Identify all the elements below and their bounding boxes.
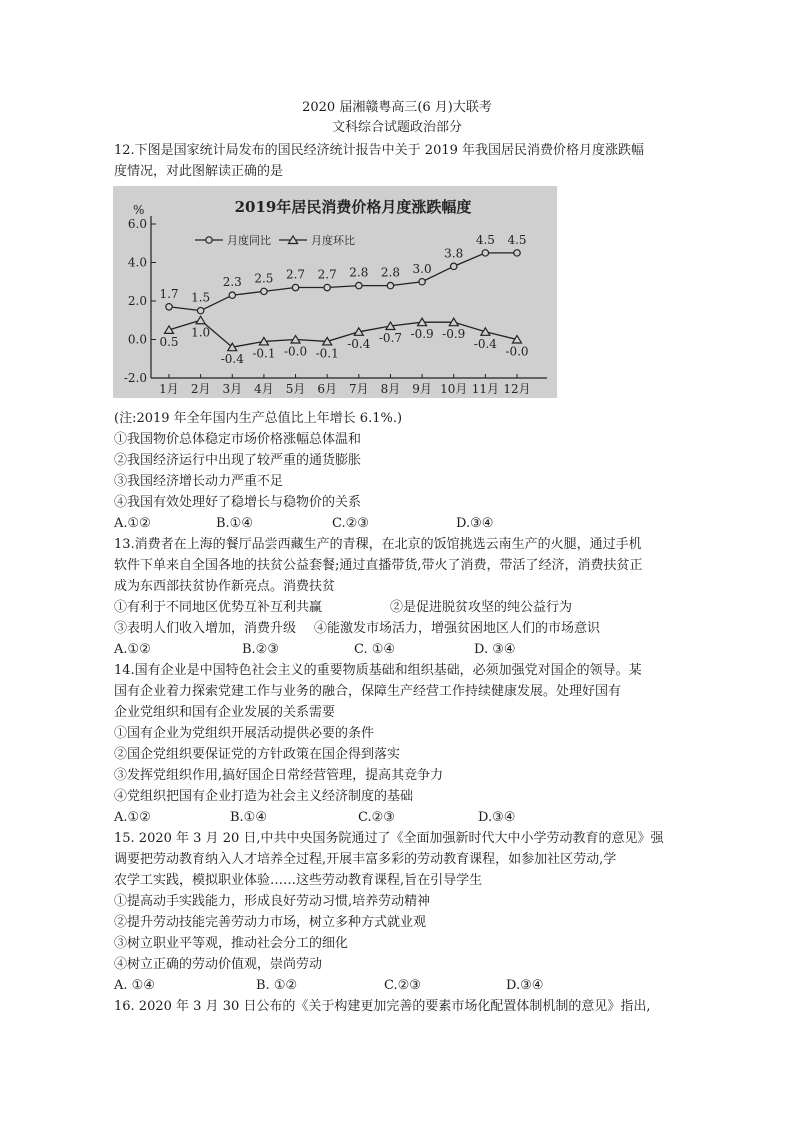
q15-stem-line3: 农学工实践，模拟职业体验……这些劳动教育课程,旨在引导学生: [114, 873, 483, 888]
data-label-yoy: 1.5: [191, 290, 211, 305]
q15-stem-line2: 调要把劳动教育纳入人才培养全过程,开展丰富多彩的劳动教育课程，如参加社区劳动,学: [114, 852, 617, 867]
y-tick-label: 0.0: [127, 332, 147, 347]
x-tick-label: 7月: [348, 382, 369, 396]
data-label-mom: -0.4: [220, 352, 244, 367]
data-point-yoy: [419, 279, 425, 285]
q12-item-2: ②我国经济运行中出现了较严重的通货膨胀: [114, 453, 362, 468]
data-label-mom: -0.1: [252, 346, 276, 361]
question-15: [114, 828, 689, 996]
question-12-body: [114, 408, 689, 534]
q14-stem-line2: 国有企业着力探索党建工作与业务的融合，保障生产经营工作持续健康发展。处理好国有: [114, 684, 622, 699]
q15-option-b[interactable]: B. ①②: [256, 978, 298, 993]
data-label-yoy: 4.5: [507, 232, 527, 247]
data-label-yoy: 1.7: [159, 286, 179, 301]
data-point-yoy: [261, 288, 267, 294]
q12-item-4: ④我国有效处理好了稳增长与稳物价的关系: [114, 495, 362, 510]
x-tick-label: 5月: [285, 382, 306, 396]
q15-item-2: ②提升劳动技能完善劳动力市场，树立多种方式就业观: [114, 915, 427, 930]
q15-item-1: ①提高动手实践能力，形成良好劳动习惯,培养劳动精神: [114, 894, 431, 909]
x-tick-label: 11月: [471, 382, 500, 396]
q12-option-d[interactable]: D.③④: [456, 516, 494, 531]
chart-background: [113, 186, 557, 398]
q13-item-3: ③表明人们收入增加，消费升级: [114, 621, 297, 636]
q15-option-d[interactable]: D.③④: [506, 978, 544, 993]
q13-item-4: ④能激发市场活力，增强贫困地区人们的市场意识: [314, 621, 601, 636]
q14-option-c[interactable]: C.②③: [358, 810, 395, 825]
y-tick-label: 6.0: [127, 217, 147, 231]
data-point-yoy: [387, 282, 393, 288]
q13-stem-line2: 软件下单来自全国各地的扶贫公益套餐;通过直播带货,带火了消费，带活了经济，消费扶贫正: [114, 558, 643, 573]
data-label-mom: -0.0: [283, 344, 308, 359]
x-tick-label: 12月: [503, 382, 531, 396]
data-label-mom: -0.7: [378, 331, 403, 346]
q12-option-a[interactable]: A.①②: [114, 516, 151, 531]
legend-marker-circle: [206, 237, 212, 243]
exam-title: 2020 届湘赣粤高三(6 月)大联考: [302, 100, 492, 115]
q14-options: [114, 807, 689, 828]
data-point-yoy: [356, 282, 362, 288]
x-tick-label: 2月: [190, 382, 211, 396]
q14-item-1: ①国有企业为党组织开展活动提供必要的条件: [114, 726, 375, 741]
data-point-yoy: [451, 263, 457, 269]
q13-option-a[interactable]: A.①②: [114, 642, 151, 657]
data-point-yoy: [166, 304, 172, 310]
data-point-yoy: [324, 284, 330, 290]
q13-option-b[interactable]: B.②③: [242, 642, 279, 657]
y-tick-label: 2.0: [127, 294, 147, 308]
q12-option-c[interactable]: C.②③: [332, 516, 369, 531]
q12-item-3: ③我国经济增长动力严重不足: [114, 474, 284, 489]
q15-item-4: ④树立正确的劳动价值观，崇尚劳动: [114, 957, 323, 972]
data-label-mom: -0.1: [315, 346, 339, 361]
exam-subtitle: 文科综合试题政治部分: [331, 120, 462, 135]
q16-stem-line1: 16. 2020 年 3 月 30 日公布的《关于构建更加完善的要素市场化配置体制机制的意见》指出,: [114, 999, 651, 1014]
q13-options: [114, 639, 689, 660]
legend-label-mom: 月度环比: [311, 234, 355, 247]
q14-item-2: ②国企党组织要保证党的方针政策在国企得到落实: [114, 747, 401, 762]
data-label-yoy: 4.5: [475, 232, 495, 247]
q14-option-b[interactable]: B.①④: [230, 810, 267, 825]
q14-option-d[interactable]: D.③④: [478, 810, 516, 825]
cpi-chart: [113, 186, 557, 398]
q13-option-c[interactable]: C. ①④: [354, 642, 396, 657]
data-point-yoy: [229, 292, 235, 298]
question-14: [114, 660, 689, 828]
q13-option-d[interactable]: D. ③④: [474, 642, 516, 657]
data-label-yoy: 2.7: [317, 267, 337, 282]
data-label-mom: 1.0: [191, 325, 211, 340]
q13-items-row1: [114, 597, 689, 618]
q13-stem-line1: 13.消费者在上海的餐厅品尝西藏生产的青稞，在北京的饭馆挑选云南生产的火腿，通过手机: [114, 537, 642, 552]
q13-stem-line3: 成为东西部扶贫协作新亮点。消费扶贫: [114, 579, 336, 594]
q15-item-3: ③树立职业平等观，推动社会分工的细化: [114, 936, 349, 951]
data-label-yoy: 2.7: [285, 267, 306, 282]
x-tick-label: 4月: [254, 382, 274, 396]
q14-item-3: ③发挥党组织作用,搞好国企日常经营管理，提高其竞争力: [114, 768, 444, 783]
data-label-mom: -0.4: [347, 336, 371, 351]
y-tick-label: -2.0: [123, 371, 147, 385]
q15-option-a[interactable]: A. ①④: [114, 978, 155, 993]
data-point-yoy: [514, 250, 520, 256]
q15-stem-line1: 15. 2020 年 3 月 20 日,中共中央国务院通过了《全面加强新时代大中小学劳动教育的意见》强: [114, 831, 664, 846]
q14-stem-line3: 企业党组织和国有企业发展的关系需要: [114, 705, 336, 720]
data-label-mom: 0.5: [159, 334, 179, 349]
q14-option-a[interactable]: A.①②: [114, 810, 151, 825]
q13-item-1: ①有利于不同地区优势互补互利共赢: [114, 600, 323, 615]
cpi-chart-svg: [113, 186, 557, 398]
q12-note: (注:2019 年全年国内生产总值比上年增长 6.1%.): [114, 411, 403, 426]
q14-item-4: ④党组织把国有企业打造为社会主义经济制度的基础: [114, 789, 414, 804]
x-tick-label: 10月: [440, 382, 468, 396]
legend-label-yoy: 月度同比: [227, 234, 271, 247]
q14-stem-line1: 14.国有企业是中国特色社会主义的重要物质基础和组织基础，必须加强党对国企的领导。某: [114, 663, 642, 678]
data-point-yoy: [482, 250, 488, 256]
q15-options: [114, 975, 689, 996]
data-label-yoy: 3.0: [412, 261, 432, 276]
q12-stem-line2: 度情况，对此图解读正确的是: [114, 164, 284, 179]
x-tick-label: 3月: [222, 382, 243, 396]
data-label-mom: -0.4: [473, 336, 497, 351]
data-label-yoy: 2.8: [349, 265, 369, 280]
data-label-mom: -0.0: [505, 344, 529, 359]
x-tick-label: 6月: [317, 382, 338, 396]
data-label-yoy: 2.3: [222, 275, 242, 290]
question-13: [114, 534, 689, 660]
data-label-mom: -0.9: [442, 327, 466, 342]
exam-header: [0, 98, 794, 138]
chart-title: 2019年居民消费价格月度涨跌幅度: [234, 198, 472, 216]
q13-items-row2: [114, 618, 689, 639]
data-label-mom: -0.9: [410, 327, 434, 342]
q12-options: [114, 513, 689, 534]
x-tick-label: 9月: [412, 382, 432, 396]
data-label-yoy: 2.8: [380, 265, 401, 280]
y-tick-label: 4.0: [127, 255, 147, 270]
data-point-yoy: [292, 284, 298, 290]
x-tick-label: 1月: [159, 382, 179, 396]
q12-stem-line1: 12.下图是国家统计局发布的国民经济统计报告中关于 2019 年我国居民消费价格月度涨跌幅: [114, 143, 645, 158]
data-label-yoy: 3.8: [444, 246, 464, 261]
q13-item-2: ②是促进脱贫攻坚的纯公益行为: [390, 600, 573, 615]
q12-item-1: ①我国物价总体稳定市场价格涨幅总体温和: [114, 432, 362, 447]
question-12: [114, 140, 689, 182]
question-16: [114, 996, 689, 1017]
q15-option-c[interactable]: C.②③: [384, 978, 421, 993]
x-tick-label: 8月: [380, 382, 401, 396]
data-label-yoy: 2.5: [254, 271, 274, 286]
q12-option-b[interactable]: B.①④: [216, 516, 253, 531]
data-point-yoy: [197, 307, 203, 313]
y-unit-label: %: [133, 203, 145, 217]
